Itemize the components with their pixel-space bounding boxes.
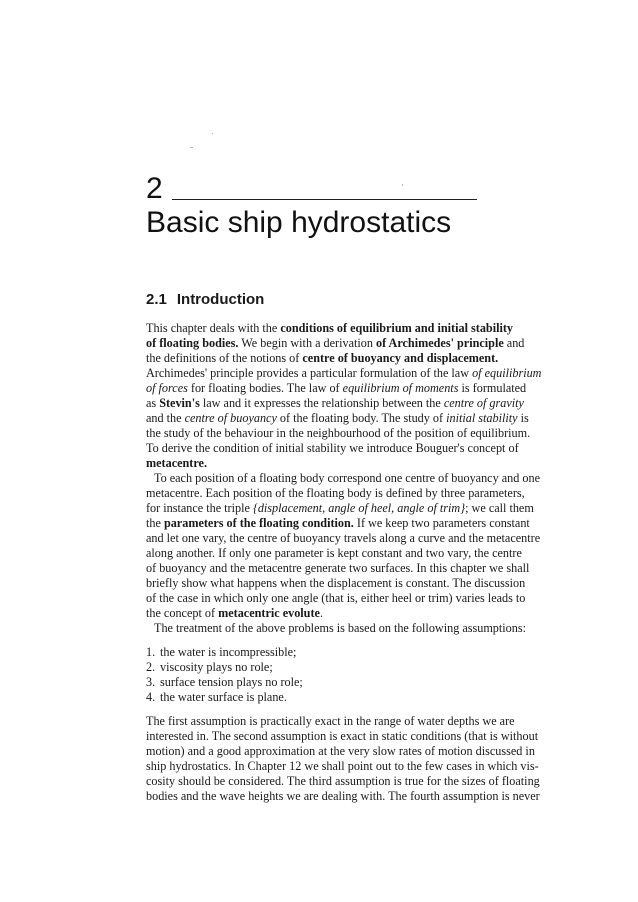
- text-line: This chapter deals with the conditions of equilibrium and initial stability: [146, 321, 514, 335]
- paragraph-1: [146, 321, 542, 471]
- text-line: To derive the condition of initial stability we introduce Bouguer's concept of: [146, 441, 519, 455]
- text-line: motion) and a good approximation at the very slow rates of motion discussed in: [146, 744, 535, 758]
- text-line: the definitions of the notions of centre of buoyancy and displacement.: [146, 351, 499, 365]
- text-line: metacentre. Each position of the floating body is defined by three parameters,: [146, 486, 525, 500]
- spacer: [146, 705, 477, 714]
- text-line: briefly show what happens when the displacement is constant. The discussion: [146, 576, 526, 590]
- scan-speck: [190, 147, 193, 148]
- text-line: the study of the behaviour in the neighbourhood of the position of equilibrium.: [146, 426, 531, 440]
- text-line: cosity should be considered. The third assumption is true for the sizes of floating: [146, 774, 540, 788]
- text-line: the parameters of the floating condition. If we keep two parameters constant: [146, 516, 530, 530]
- list-item: 3. surface tension plays no role;: [146, 675, 303, 689]
- text-line: Archimedes' principle provides a particular formulation of the law of equilibrium: [146, 366, 542, 380]
- paragraph-4: [146, 714, 540, 804]
- paragraph-3: [146, 621, 526, 636]
- assumptions-list: [146, 645, 477, 705]
- section-number: 2.1: [146, 291, 167, 308]
- text-line: ship hydrostatics. In Chapter 12 we shall point out to the few cases in which vis-: [146, 759, 539, 773]
- text-line: To each position of a floating body correspond one centre of buoyancy and one: [154, 471, 540, 485]
- text-line: interested in. The second assumption is exact in static conditions (that is without: [146, 729, 539, 743]
- text-line: of forces for floating bodies. The law of equilibrium of moments is formulated: [146, 381, 527, 395]
- text-line: The treatment of the above problems is based on the following assumptions:: [154, 621, 526, 635]
- list-item: 1. the water is incompressible;: [146, 645, 297, 659]
- text-line: metacentre.: [146, 456, 208, 470]
- text-line: and the centre of buoyancy of the floating body. The study of initial stability is: [146, 411, 529, 425]
- chapter-title: Basic ship hydrostatics: [146, 206, 452, 239]
- paragraph-2: [146, 471, 541, 621]
- body-text: [146, 321, 542, 804]
- text-line: and let one vary, the centre of buoyancy travels along a curve and the metacentre: [146, 531, 541, 545]
- spacer: [146, 636, 477, 645]
- text-line: for instance the triple {displacement, angle of heel, angle of trim}; we call them: [146, 501, 534, 515]
- list-item: 4. the water surface is plane.: [146, 690, 287, 704]
- section-heading: [146, 291, 264, 309]
- text-line: the concept of metacentric evolute.: [146, 606, 323, 620]
- chapter-number: 2: [146, 172, 163, 205]
- text-line: of floating bodies. We begin with a derivation of Archimedes' principle and: [146, 336, 525, 350]
- list-item: 2. viscosity plays no role;: [146, 660, 273, 674]
- chapter-rule: [172, 199, 477, 200]
- text-line: bodies and the wave heights we are dealing with. The fourth assumption is never: [146, 789, 540, 803]
- scan-speck: [402, 184, 403, 186]
- text-line: along another. If only one parameter is kept constant and two vary, the centre: [146, 546, 522, 560]
- section-title: Introduction: [176, 291, 265, 308]
- scan-speck: [212, 133, 213, 134]
- text-line: as Stevin's law and it expresses the relationship between the centre of gravity: [146, 396, 524, 410]
- text-line: of the case in which only one angle (that is, either heel or trim) varies leads to: [146, 591, 526, 605]
- text-line: The first assumption is practically exact in the range of water depths we are: [146, 714, 515, 728]
- text-line: of buoyancy and the metacentre generate two surfaces. In this chapter we shall: [146, 561, 530, 575]
